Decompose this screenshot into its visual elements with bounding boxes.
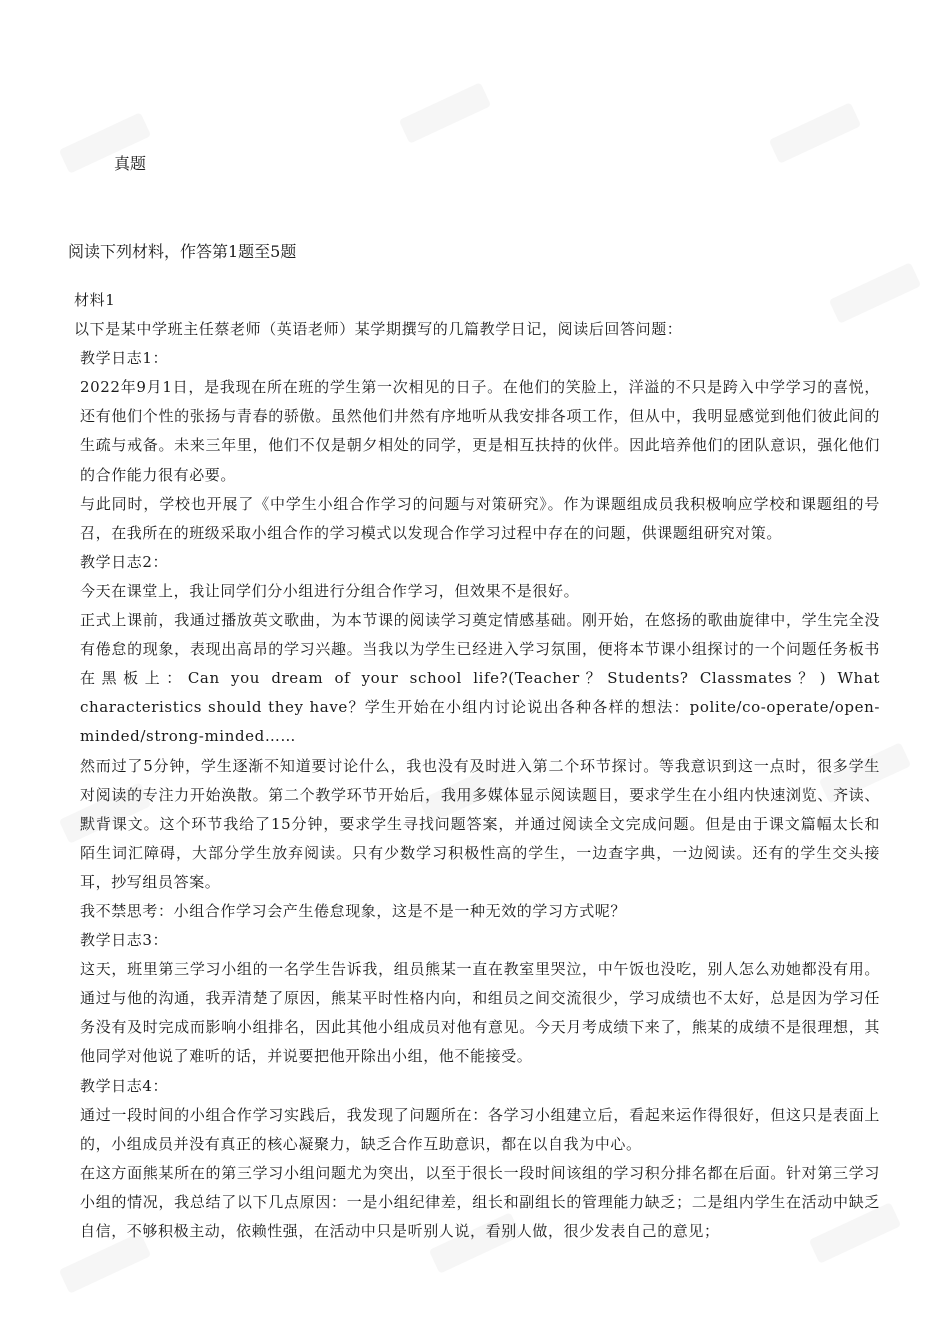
log2-paragraph: 然而过了5分钟，学生逐渐不知道要讨论什么，我也没有及时进入第二个环节探讨。等我意识到这一点时，很多学生对阅读的专注力开始涣散。第二个教学环节开始后，我用多媒体显示阅读题目，要求学生在小组内快速浏览、齐读、默背课文。这个环节我给了15分钟，要求学生寻找问题答案，并通过阅读全文完成问题。但是由于课文篇幅太长和陌生词汇障碍，大部分学生放弃阅读。只有少数学习积极性高的学生，一边查字典，一边阅读。还有的学生交头接耳，抄写组员答案。 bbox=[80, 756, 880, 891]
watermark-mark bbox=[399, 82, 492, 144]
material-body bbox=[74, 286, 880, 1246]
log1-paragraph: 与此同时，学校也开展了《中学生小组合作学习的问题与对策研究》。作为课题组成员我积极响应学校和课题组的号召，在我所在的班级采取小组合作的学习模式以发现合作学习过程中存在的问题，供课题组研究对策。 bbox=[80, 494, 880, 542]
log2-paragraph: 我不禁思考：小组合作学习会产生倦怠现象，这是不是一种无效的学习方式呢？ bbox=[80, 901, 627, 920]
watermark-mark bbox=[769, 102, 862, 164]
intro-instruction: 阅读下列材料，作答第1题至5题 bbox=[68, 242, 297, 261]
log2-paragraph: 正式上课前，我通过播放英文歌曲，为本节课的阅读学习奠定情感基础。刚开始，在悠扬的歌曲旋律中，学生完全没有倦怠的现象，表现出高昂的学习兴趣。当我以为学生已经进入学习氛围，便将本节课小组探讨的一个问题任务板书在黑板上：Can you dream of your school life?(Teacher？Students? Classmates？) What characteristics should they have？学生开始在小组内讨论说出各种各样的想法：polite/co-operate/open-minded/strong-minded…… bbox=[80, 611, 880, 746]
log2-heading: 教学日志2： bbox=[80, 552, 169, 571]
log1-heading: 教学日志1： bbox=[80, 349, 169, 368]
material-lead: 以下是某中学班主任蔡老师（英语老师）某学期撰写的几篇教学日记，阅读后回答问题： bbox=[74, 320, 683, 339]
log2-paragraph: 今天在课堂上，我让同学们分小组进行分组合作学习，但效果不是很好。 bbox=[80, 581, 580, 600]
page-title: 真题 bbox=[114, 154, 147, 173]
log1-paragraph: 2022年9月1日，是我现在所在班的学生第一次相见的日子。在他们的笑脸上，洋溢的不只是跨入中学学习的喜悦，还有他们个性的张扬与青春的骄傲。虽然他们井然有序地听从我安排各项工作，但从中，我明显感觉到他们彼此间的生疏与戒备。未来三年里，他们不仅是朝夕相处的同学，更是相互扶持的伙伴。因此培养他们的团队意识，强化他们的合作能力很有必要。 bbox=[80, 378, 880, 484]
log3-paragraph: 这天，班里第三学习小组的一名学生告诉我，组员熊某一直在教室里哭泣，中午饭也没吃，别人怎么劝她都没有用。通过与他的沟通，我弄清楚了原因，熊某平时性格内向，和组员之间交流很少，学习成绩也不太好，总是因为学习任务没有及时完成而影响小组排名，因此其他小组成员对他有意见。今天月考成绩下来了，熊某的成绩不是很理想，其他同学对他说了难听的话，并说要把他开除出小组，他不能接受。 bbox=[80, 960, 880, 1066]
log3-heading: 教学日志3： bbox=[80, 931, 169, 950]
log4-paragraph: 在这方面熊某所在的第三学习小组问题尤为突出，以至于很长一段时间该组的学习积分排名都在后面。针对第三学习小组的情况，我总结了以下几点原因：一是小组纪律差，组长和副组长的管理能力缺乏；二是组内学生在活动中缺乏自信，不够积极主动，依赖性强，在活动中只是听别人说，看别人做，很少发表自己的意见； bbox=[80, 1163, 880, 1240]
material-label: 材料1 bbox=[74, 291, 116, 309]
log4-heading: 教学日志4： bbox=[80, 1076, 169, 1095]
log4-paragraph: 通过一段时间的小组合作学习实践后，我发现了问题所在：各学习小组建立后，看起来运作得很好，但这只是表面上的，小组成员并没有真正的核心凝聚力，缺乏合作互助意识，都在以自我为中心。 bbox=[80, 1105, 880, 1153]
